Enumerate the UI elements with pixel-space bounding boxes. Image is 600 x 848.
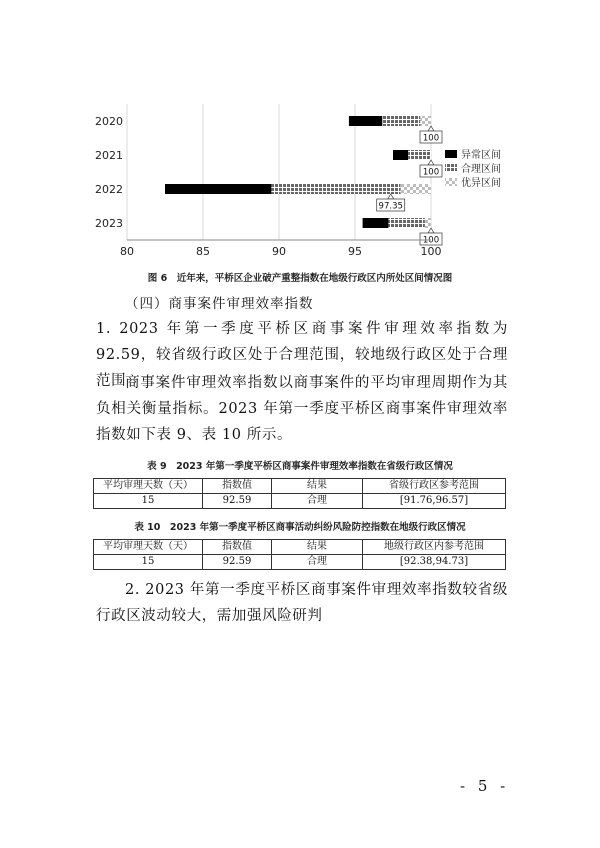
table-header-cell: 平均审理天数（天） — [94, 540, 203, 555]
y-tick-label: 2022 — [95, 183, 123, 196]
bar-segment — [271, 184, 400, 194]
legend-swatch — [445, 164, 457, 172]
data-label: 97.35 — [378, 201, 403, 212]
table-header-row — [94, 479, 506, 494]
x-tick-label: 95 — [348, 245, 362, 258]
table-header-row — [94, 540, 506, 555]
table9 — [93, 478, 506, 509]
table10 — [93, 539, 506, 570]
bar-segment — [382, 116, 420, 126]
bar-segment — [425, 218, 431, 228]
bar-segment — [165, 184, 271, 194]
legend-swatch — [445, 150, 457, 158]
table-header-cell: 省级行政区参考范围 — [363, 479, 506, 494]
legend-label: 合理区间 — [461, 164, 501, 175]
callout-pointer — [428, 126, 434, 131]
legend-swatch — [445, 178, 457, 186]
table-header-cell: 平均审理天数（天） — [94, 479, 203, 494]
bar-segment — [349, 116, 382, 126]
table-cell: [92.38,94.73] — [363, 555, 506, 570]
x-tick-label: 90 — [272, 245, 286, 258]
legend-label: 优异区间 — [461, 178, 501, 189]
table-header-cell: 结果 — [272, 540, 363, 555]
bar-segment — [408, 150, 431, 160]
table-header-cell: 地级行政区内参考范围 — [363, 540, 506, 555]
data-label: 100 — [422, 167, 440, 178]
table9-caption: 表 9 2023 年第一季度平桥区商事案件审理效率指数在省级行政区情况 — [147, 461, 453, 472]
table-header-cell: 结果 — [272, 479, 363, 494]
callout-pointer — [428, 228, 434, 233]
table-cell: 92.59 — [203, 494, 272, 509]
table-header-cell: 指数值 — [203, 540, 272, 555]
y-tick-label: 2021 — [95, 149, 123, 162]
bar-segment — [401, 184, 431, 194]
table-cell: 15 — [94, 494, 203, 509]
paragraph-finding-2: 2. 2023 年第一季度平桥区商事案件审理效率指数较省级行政区波动较大，需加强风险研判 — [96, 582, 508, 624]
x-tick-label: 85 — [196, 245, 210, 258]
table-header-cell: 指数值 — [203, 479, 272, 494]
table-cell: 92.59 — [203, 555, 272, 570]
table-row — [94, 555, 506, 570]
x-tick-label: 80 — [120, 245, 134, 258]
callout-pointer — [428, 160, 434, 165]
table-cell: [91.76,96.57] — [363, 494, 506, 509]
y-tick-label: 2023 — [95, 217, 123, 230]
bar-segment — [420, 116, 431, 126]
paragraph-finding-1: 1. 2023 年第一季度平桥区商事案件审理效率指数为 92.59，较省级行政区处于合理范围，较地级行政区处于合理范围 — [96, 321, 508, 389]
paragraph-explanation: 商事案件审理效率指数以商事案件的平均审理周期作为其负相关衡量指标。2023 年第一季度平桥区商事案件审理效率指数如下表 9、表 10 所示。 — [96, 375, 508, 443]
legend-label: 异常区间 — [461, 150, 501, 161]
bar-segment — [393, 150, 408, 160]
table-cell: 合理 — [272, 494, 363, 509]
table10-caption: 表 10 2023 年第一季度平桥区商事活动纠纷风险防控指数在地级行政区情况 — [134, 522, 466, 533]
interval-bar-chart — [95, 100, 515, 265]
section-heading: （四）商事案件审理效率指数 — [125, 296, 314, 312]
y-tick-label: 2020 — [95, 115, 123, 128]
page-number: - 5 - — [460, 777, 510, 795]
table-row — [94, 494, 506, 509]
data-label: 100 — [422, 235, 440, 246]
table-cell: 合理 — [272, 555, 363, 570]
figure-caption: 图 6 近年来，平桥区企业破产重整指数在地级行政区内所处区间情况图 — [147, 273, 453, 284]
bar-segment — [363, 218, 389, 228]
table-cell: 15 — [94, 555, 203, 570]
bar-segment — [388, 218, 424, 228]
data-label: 100 — [422, 133, 440, 144]
callout-pointer — [388, 194, 394, 199]
x-tick-label: 100 — [420, 245, 442, 258]
